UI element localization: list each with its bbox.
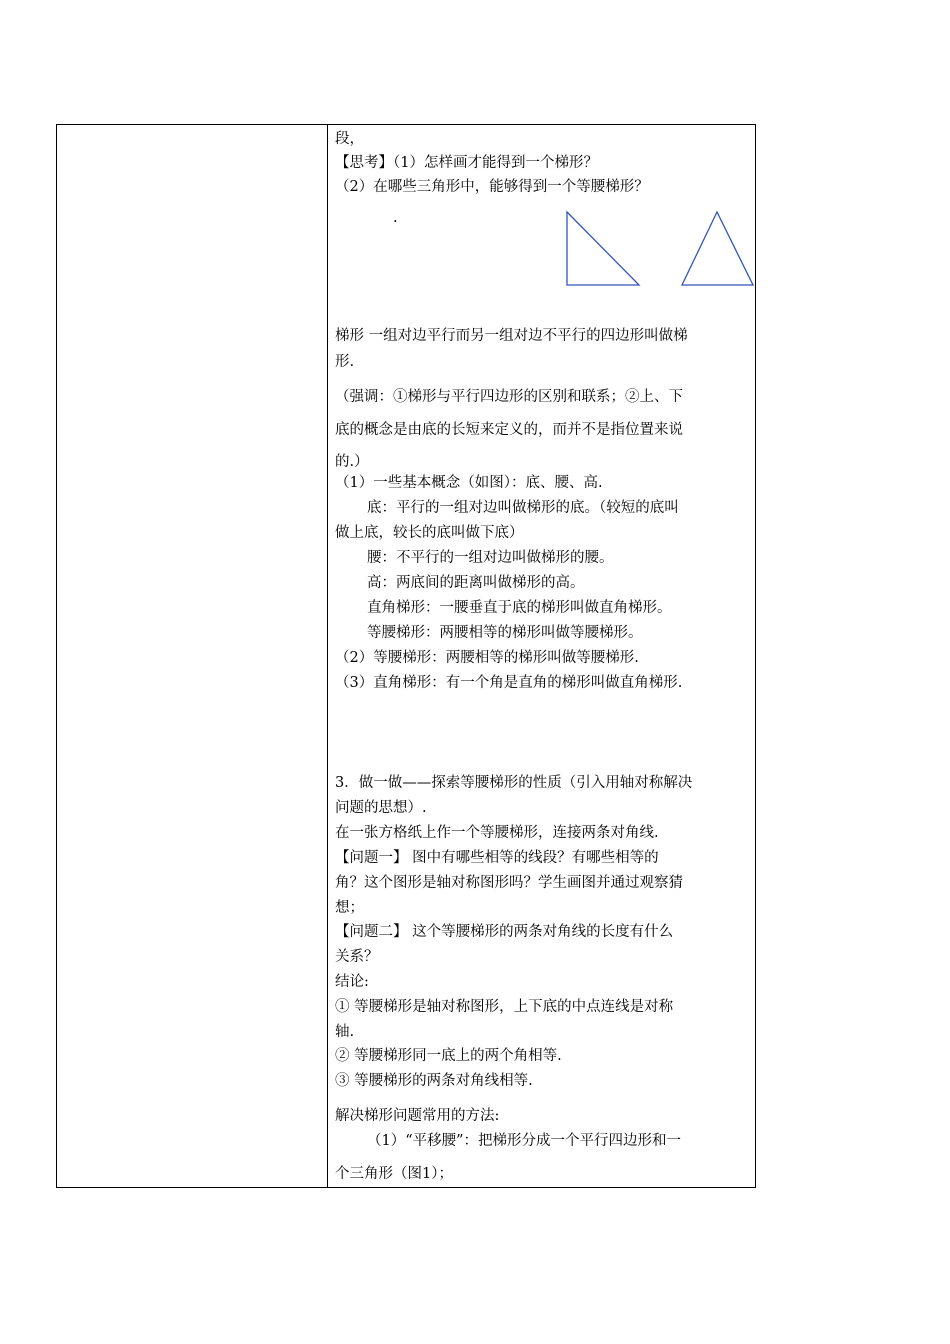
text-line: 【问题一】 图中有哪些相等的线段？有哪些相等的 (335, 850, 659, 866)
text-line: 角？这个图形是轴对称图形吗？学生画图并通过观察猜 (335, 875, 683, 891)
text-line: 直角梯形：一腰垂直于底的梯形叫做直角梯形。 (367, 600, 672, 616)
content-table (56, 124, 756, 1188)
text-line: 底的概念是由底的长短来定义的，而并不是指位置来说 (335, 422, 683, 438)
text-line: 想； (335, 900, 364, 916)
text-line: 【思考】（1）怎样画才能得到一个梯形？ (335, 155, 598, 171)
text-line: 腰：不平行的一组对边叫做梯形的腰。 (367, 550, 614, 566)
text-line: 轴. (335, 1024, 355, 1040)
text-line: 等腰梯形：两腰相等的梯形叫做等腰梯形。 (367, 625, 643, 641)
text-line: 结论: (335, 974, 369, 990)
isosceles-triangle-figure (680, 209, 760, 289)
text-line: 底：平行的一组对边叫做梯形的底。（较短的底叫 (367, 500, 679, 516)
text-line: （强调：①梯形与平行四边形的区别和联系；②上、下 (335, 389, 683, 405)
right-triangle-figure (565, 209, 645, 289)
text-line: 解决梯形问题常用的方法: (335, 1108, 500, 1124)
text-line: ① 等腰梯形是轴对称图形，上下底的中点连线是对称 (335, 999, 674, 1015)
column-divider (327, 125, 328, 1187)
text-line: （2）等腰梯形：两腰相等的梯形叫做等腰梯形. (335, 650, 639, 666)
text-line: 问题的思想）. (335, 800, 427, 816)
text-line: 高：两底间的距离叫做梯形的高。 (367, 575, 585, 591)
text-line: （2）在哪些三角形中，能够得到一个等腰梯形？ (335, 179, 649, 195)
text-line: 的.） (335, 454, 369, 470)
text-line: 个三角形（图1）； (335, 1166, 453, 1182)
text-line: （1）“平移腰”：把梯形分成一个平行四边形和一 (367, 1133, 682, 1149)
text-line: 形. (335, 354, 355, 370)
text-line: 段， (335, 131, 364, 147)
text-line: ② 等腰梯形同一底上的两个角相等. (335, 1048, 562, 1064)
text-line: ③ 等腰梯形的两条对角线相等. (335, 1073, 533, 1089)
text-line: （3）直角梯形：有一个角是直角的梯形叫做直角梯形. (335, 675, 683, 691)
text-line: （1）一些基本概念（如图）：底、腰、高. (335, 475, 603, 491)
text-line: 做上底，较长的底叫做下底） (335, 525, 524, 541)
text-line: 在一张方格纸上作一个等腰梯形，连接两条对角线. (335, 825, 659, 841)
text-line: 梯形 一组对边平行而另一组对边不平行的四边形叫做梯 (335, 328, 688, 344)
text-line: 【问题二】 这个等腰梯形的两条对角线的长度有什么 (335, 924, 674, 940)
text-line: 3．做一做——探索等腰梯形的性质（引入用轴对称解决 (335, 775, 693, 791)
right-column (335, 125, 751, 1187)
text-line: 关系？ (335, 949, 379, 965)
text-dot: . (393, 210, 398, 226)
